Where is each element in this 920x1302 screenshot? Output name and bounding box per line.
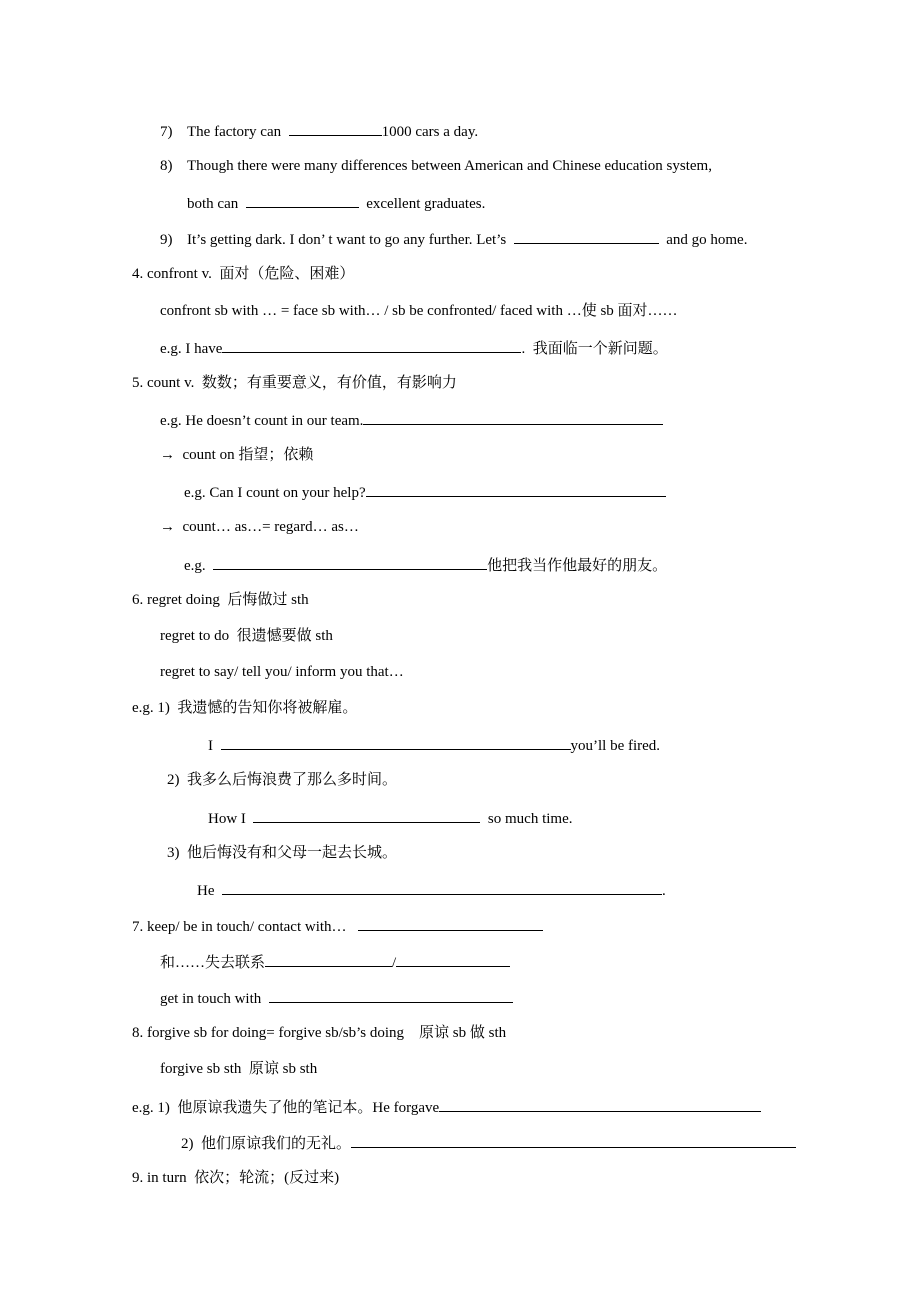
- answer-blank[interactable]: [514, 229, 659, 244]
- example-line: [160, 338, 668, 356]
- answer-blank[interactable]: [253, 808, 480, 823]
- usage-line: [160, 518, 359, 536]
- text: How I: [208, 811, 254, 827]
- section-heading-4: 4. confront v. 面对（危险、困难）: [132, 266, 355, 282]
- text: 2) 他们原谅我们的无礼。: [181, 1136, 351, 1152]
- text: . 我面临一个新问题。: [521, 341, 668, 357]
- text: e.g. I have: [160, 341, 223, 357]
- text: .: [662, 883, 666, 899]
- section-heading-5: 5. count v. 数数；有重要意义，有价值，有影响力: [132, 375, 457, 391]
- separator: /: [392, 955, 397, 971]
- example-line: [160, 410, 663, 428]
- example-line: [181, 1133, 796, 1151]
- text: 他把我当作他最好的朋友。: [487, 558, 668, 574]
- item-number: 8): [160, 158, 173, 174]
- answer-blank[interactable]: [439, 1097, 761, 1112]
- text: so much time.: [480, 811, 573, 827]
- section-heading-9: 9. in turn 依次；轮流；(反过来): [132, 1170, 340, 1186]
- text: e.g. 1) 他原谅我遗失了他的笔记本。He forgave: [132, 1100, 440, 1116]
- exercise-8-cont: [187, 193, 485, 211]
- text: both can: [187, 196, 246, 212]
- text: e.g.: [184, 558, 214, 574]
- text: 和……失去联系: [160, 955, 266, 971]
- answer-blank[interactable]: [363, 410, 663, 425]
- example-line: [197, 880, 666, 898]
- answer-blank[interactable]: [396, 952, 510, 967]
- arrow-icon: →: [160, 447, 175, 463]
- usage-line: regret to do 很遗憾要做 sth: [160, 628, 333, 644]
- usage-line: [160, 952, 510, 970]
- text: Though there were many differences between American and Chinese education system,: [187, 158, 712, 174]
- example-prompt: e.g. 1) 我遗憾的告知你将被解雇。: [132, 700, 358, 716]
- usage-line: forgive sb sth 原谅 sb sth: [160, 1061, 318, 1077]
- answer-blank[interactable]: [221, 735, 571, 750]
- answer-blank[interactable]: [351, 1133, 796, 1148]
- example-line: [208, 808, 573, 826]
- answer-blank[interactable]: [269, 988, 513, 1003]
- text: It’s getting dark. I don’ t want to go any further. Let’s: [187, 232, 514, 248]
- usage-line: [160, 988, 513, 1006]
- usage-line: regret to say/ tell you/ inform you that…: [160, 664, 404, 680]
- example-prompt: 3) 他后悔没有和父母一起去长城。: [167, 845, 397, 861]
- text: 7. keep/ be in touch/ contact with…: [132, 919, 358, 935]
- text: excellent graduates.: [358, 196, 486, 212]
- section-heading-6: 6. regret doing 后悔做过 sth: [132, 592, 309, 608]
- arrow-icon: →: [160, 519, 175, 535]
- section-heading-7: [132, 916, 543, 934]
- text: e.g. He doesn’t count in our team.: [160, 413, 364, 429]
- text: He: [197, 883, 222, 899]
- usage-line: confront sb with … = face sb with… / sb be confronted/ faced with …使 sb 面对……: [160, 303, 678, 319]
- text: The factory can: [187, 124, 289, 140]
- example-prompt: 2) 我多么后悔浪费了那么多时间。: [167, 772, 397, 788]
- exercise-9: [160, 229, 747, 247]
- answer-blank[interactable]: [222, 880, 662, 895]
- answer-blank[interactable]: [222, 338, 521, 353]
- section-heading-8: 8. forgive sb for doing= forgive sb/sb’s doing 原谅 sb 做 sth: [132, 1025, 507, 1041]
- text: 1000 cars a day.: [381, 124, 479, 140]
- text: e.g. Can I count on your help?: [184, 485, 366, 501]
- text: get in touch with: [160, 991, 269, 1007]
- text: and go home.: [658, 232, 748, 248]
- example-line: [184, 482, 666, 500]
- text: you’ll be fired.: [570, 738, 661, 754]
- item-number: 7): [160, 124, 173, 140]
- answer-blank[interactable]: [366, 482, 666, 497]
- usage-line: [160, 446, 313, 464]
- answer-blank[interactable]: [289, 121, 382, 136]
- text: I: [208, 738, 221, 754]
- item-number: 9): [160, 232, 173, 248]
- text: count on 指望；依赖: [175, 447, 314, 463]
- exercise-8: [160, 157, 712, 175]
- answer-blank[interactable]: [246, 193, 359, 208]
- example-line: [132, 1097, 761, 1115]
- answer-blank[interactable]: [265, 952, 392, 967]
- answer-blank[interactable]: [213, 555, 487, 570]
- example-line: [208, 735, 660, 753]
- text: count… as…= regard… as…: [175, 519, 359, 535]
- answer-blank[interactable]: [358, 916, 543, 931]
- example-line: [184, 555, 667, 573]
- exercise-7: [160, 121, 478, 139]
